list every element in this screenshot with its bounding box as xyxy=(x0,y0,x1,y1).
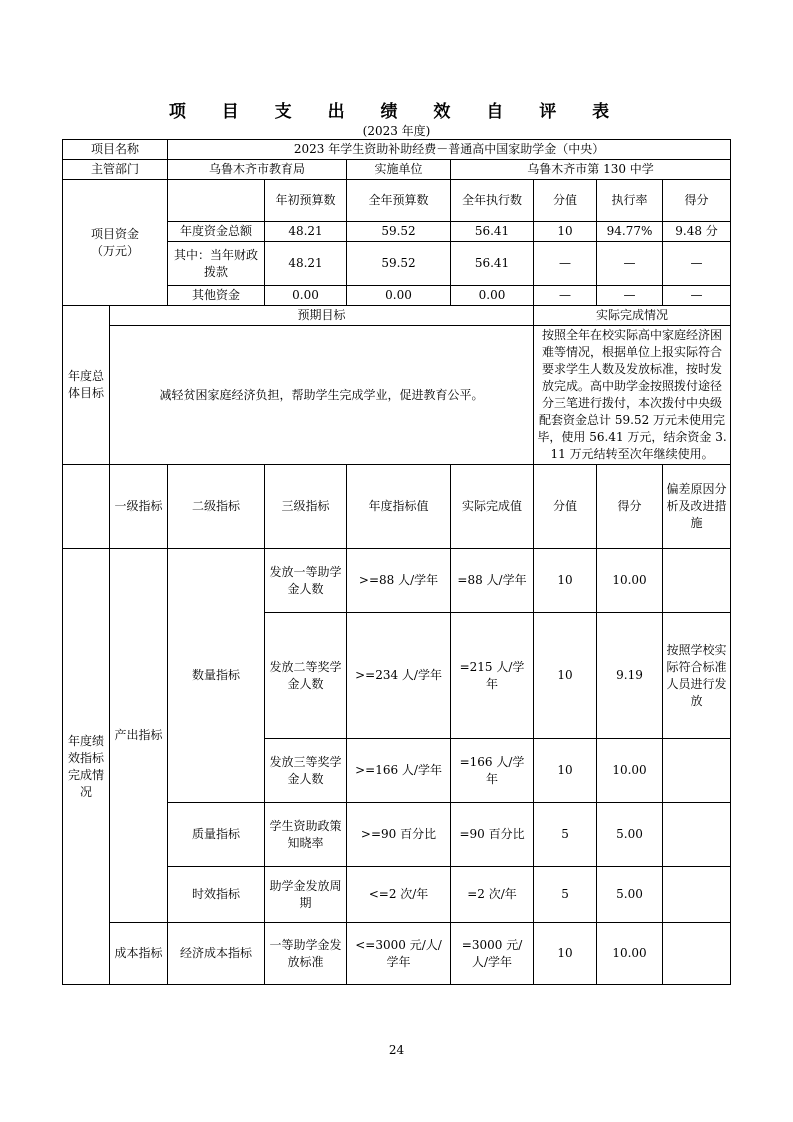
indicator-third-level: 一等助学金发放标准 xyxy=(265,923,347,985)
cost-indicator-label: 成本指标 xyxy=(110,923,168,985)
indicator-header-level1: 一级指标 xyxy=(110,465,168,549)
funds-row-label: 其中：当年财政拨款 xyxy=(168,242,265,286)
document-year: (2023 年度) xyxy=(362,124,431,138)
project-name-row xyxy=(63,140,731,160)
indicator-third-level: 学生资助政策知晓率 xyxy=(265,803,347,867)
project-name-value: 2023 年学生资助补助经费－普通高中国家助学金（中央） xyxy=(168,140,731,160)
funds-header-annual-budget: 全年预算数 xyxy=(347,180,451,222)
indicator-actual: =166 人/学年 xyxy=(451,739,534,803)
indicator-actual: =3000 元/人/学年 xyxy=(451,923,534,985)
performance-table xyxy=(62,139,731,985)
indicator-third-level: 助学金发放周期 xyxy=(265,867,347,923)
funds-header-score: 得分 xyxy=(663,180,731,222)
output-indicator-label: 产出指标 xyxy=(110,549,168,923)
indicator-score: 9.19 xyxy=(597,613,663,739)
indicator-actual: =88 人/学年 xyxy=(451,549,534,613)
funds-cell: 59.52 xyxy=(347,222,451,242)
indicator-header-row xyxy=(63,465,731,549)
funds-cell: 56.41 xyxy=(451,222,534,242)
funds-header-executed: 全年执行数 xyxy=(451,180,534,222)
funds-cell: 48.21 xyxy=(265,222,347,242)
department-value: 乌鲁木齐市教育局 xyxy=(168,160,347,180)
indicator-score: 5.00 xyxy=(597,803,663,867)
indicator-reason: 按照学校实际符合标准人员进行发放 xyxy=(663,613,731,739)
indicator-score: 10.00 xyxy=(597,739,663,803)
indicator-header-score: 得分 xyxy=(597,465,663,549)
indicator-header-target: 年度指标值 xyxy=(347,465,451,549)
time-indicator-label: 时效指标 xyxy=(168,867,265,923)
indicator-header-level3: 三级指标 xyxy=(265,465,347,549)
indicator-score: 10.00 xyxy=(597,923,663,985)
funds-cell: 0.00 xyxy=(347,286,451,306)
economic-cost-indicator-label: 经济成本指标 xyxy=(168,923,265,985)
indicator-reason xyxy=(663,923,731,985)
implementing-unit-label: 实施单位 xyxy=(347,160,451,180)
actual-completion-text: 按照全年在校实际高中家庭经济困难等情况，根据单位上报实际符合要求学生人数及发放标准，按时发放完成。高中助学金按照拨付途径分三笔进行拨付，本次拨付中央级配套资金总计 59.52 万元未使用完毕，使用 56.41 万元，结余资金 3.11 万元结转至次年继续使用。 xyxy=(534,326,731,465)
funds-label: 项目资金 （万元） xyxy=(63,180,168,306)
funds-cell: — xyxy=(597,286,663,306)
indicator-actual: =2 次/年 xyxy=(451,867,534,923)
funds-row-label: 其他资金 xyxy=(168,286,265,306)
indicator-target: >=234 人/学年 xyxy=(347,613,451,739)
indicator-third-level: 发放一等助学金人数 xyxy=(265,549,347,613)
indicator-target: >=90 百分比 xyxy=(347,803,451,867)
indicator-target: >=166 人/学年 xyxy=(347,739,451,803)
funds-row-label: 年度资金总额 xyxy=(168,222,265,242)
funds-cell: 0.00 xyxy=(265,286,347,306)
indicator-reason xyxy=(663,549,731,613)
indicator-score-value: 10 xyxy=(534,613,597,739)
funds-cell: — xyxy=(663,286,731,306)
quality-indicator-label: 质量指标 xyxy=(168,803,265,867)
indicator-target: <=2 次/年 xyxy=(347,867,451,923)
indicator-score: 10.00 xyxy=(597,549,663,613)
indicator-header-score-value: 分值 xyxy=(534,465,597,549)
goals-label: 年度总体目标 xyxy=(63,306,110,465)
actual-completion-header: 实际完成情况 xyxy=(534,306,731,326)
indicator-actual: =215 人/学年 xyxy=(451,613,534,739)
indicator-header-blank xyxy=(63,465,110,549)
funds-header-blank xyxy=(168,180,265,222)
indicator-third-level: 发放三等奖学金人数 xyxy=(265,739,347,803)
indicator-reason xyxy=(663,739,731,803)
funds-cell: — xyxy=(663,242,731,286)
indicator-header-level2: 二级指标 xyxy=(168,465,265,549)
funds-header-initial-budget: 年初预算数 xyxy=(265,180,347,222)
department-label: 主管部门 xyxy=(63,160,168,180)
implementing-unit-value: 乌鲁木齐市第 130 中学 xyxy=(451,160,731,180)
indicator-target: >=88 人/学年 xyxy=(347,549,451,613)
funds-cell: 0.00 xyxy=(451,286,534,306)
funds-cell: — xyxy=(534,286,597,306)
indicator-actual: =90 百分比 xyxy=(451,803,534,867)
indicator-score-value: 5 xyxy=(534,867,597,923)
funds-header-score-value: 分值 xyxy=(534,180,597,222)
department-row xyxy=(63,160,731,180)
indicator-third-level: 发放二等奖学金人数 xyxy=(265,613,347,739)
indicator-reason xyxy=(663,803,731,867)
funds-cell: 59.52 xyxy=(347,242,451,286)
funds-header-execution-rate: 执行率 xyxy=(597,180,663,222)
indicator-target: <=3000 元/人/学年 xyxy=(347,923,451,985)
document-title: 项 目 支 出 绩 效 自 评 表 xyxy=(168,102,625,122)
funds-cell: — xyxy=(597,242,663,286)
indicator-score-value: 10 xyxy=(534,549,597,613)
goals-header-row xyxy=(63,306,731,326)
funds-cell: 10 xyxy=(534,222,597,242)
indicator-header-actual: 实际完成值 xyxy=(451,465,534,549)
funds-cell: 94.77% xyxy=(597,222,663,242)
indicator-score: 5.00 xyxy=(597,867,663,923)
funds-cell: — xyxy=(534,242,597,286)
indicator-score-value: 10 xyxy=(534,923,597,985)
funds-cell: 48.21 xyxy=(265,242,347,286)
funds-cell: 9.48 分 xyxy=(663,222,731,242)
indicator-row xyxy=(63,923,731,985)
expected-goal-header: 预期目标 xyxy=(110,306,534,326)
page-number: 24 xyxy=(388,1043,405,1057)
goals-content-row xyxy=(63,326,731,465)
quantity-indicator-label: 数量指标 xyxy=(168,549,265,803)
indicator-score-value: 10 xyxy=(534,739,597,803)
funds-cell: 56.41 xyxy=(451,242,534,286)
funds-header-row xyxy=(63,180,731,222)
project-name-label: 项目名称 xyxy=(63,140,168,160)
indicator-row xyxy=(63,549,731,613)
indicator-reason xyxy=(663,867,731,923)
indicator-header-reason: 偏差原因分析及改进措施 xyxy=(663,465,731,549)
indicator-score-value: 5 xyxy=(534,803,597,867)
expected-goal-text: 减轻贫困家庭经济负担，帮助学生完成学业，促进教育公平。 xyxy=(110,326,534,465)
indicator-section-label: 年度绩效指标完成情况 xyxy=(63,549,110,985)
